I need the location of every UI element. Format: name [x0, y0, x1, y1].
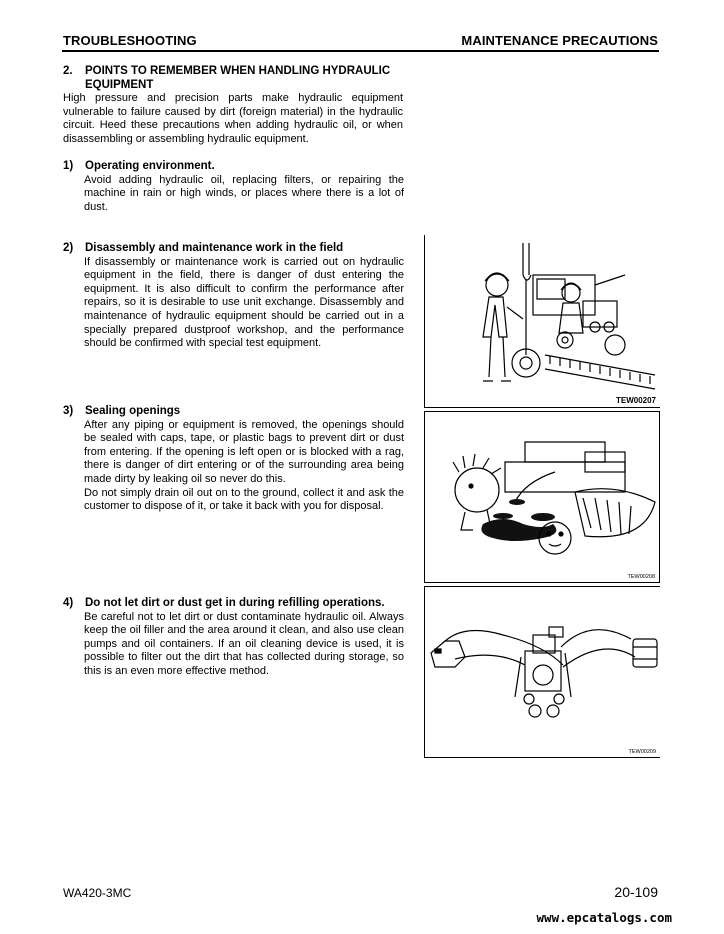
item-2-text: If disassembly or maintenance work is carried out on hydraulic equipment in the field, there is danger of dust entering the equipment. It is also difficult to confirm the performance after repairs, so it is desirable to use unit exchange. Disassembly and maintenance of hydraulic equipment should be carried out in a specially prepared dustproof workshop, and the performance should be confirmed with special test equipment.: [84, 255, 404, 350]
item-operating-environment: [63, 160, 404, 214]
running-header-right: MAINTENANCE PRECAUTIONS: [461, 33, 658, 48]
refilling-illustration: [425, 587, 661, 757]
item-1-title: Operating environment.: [85, 160, 215, 172]
item-disassembly: [63, 242, 404, 351]
item-4-text: Be careful not to let dirt or dust contaminate hydraulic oil. Always keep the oil filler and the area around it clean, and also use clean pumps and oil containers. If an oil cleaning device is used, it is possible to filter out the dirt that has collected during storage, so this is an even more effective method.: [84, 610, 404, 677]
item-2-number: 2): [63, 242, 74, 254]
item-1-text: Avoid adding hydraulic oil, replacing filters, or repairing the machine in rain or high winds, or places where there is a lot of dust.: [84, 173, 404, 213]
item-3-title: Sealing openings: [85, 405, 181, 417]
header-rule: [62, 50, 659, 52]
section-intro: High pressure and precision parts make hydraulic equipment vulnerable to failure caused by dirt (foreign material) in the hydraulic circuit. Heed these precautions when adding hydraulic oil, or when disassembling or assembling hydraulic equipment.: [63, 92, 403, 145]
figure-2-caption: TEW00208: [627, 574, 655, 580]
sealing-openings-illustration: [425, 412, 659, 582]
figure-sealing-openings: [424, 411, 660, 583]
item-1-number: 1): [63, 160, 74, 172]
section-title-line2: EQUIPMENT: [85, 78, 154, 91]
section-number: 2.: [63, 65, 73, 77]
footer-model: WA420-3MC: [63, 886, 132, 900]
item-3-number: 3): [63, 405, 74, 417]
figure-3-caption: TEW00209: [628, 749, 656, 755]
figure-1-caption: TEW00207: [615, 396, 656, 405]
field-maintenance-illustration: [425, 235, 661, 408]
item-3-text-2: Do not simply drain oil out on to the ground, collect it and ask the customer to dispose of it, or take it back with you for disposal.: [84, 486, 404, 513]
item-4-number: 4): [63, 597, 74, 609]
section-title-line1: POINTS TO REMEMBER WHEN HANDLING HYDRAULIC: [85, 65, 391, 77]
item-3-text-1: After any piping or equipment is removed, the openings should be sealed with caps, tape, or plastic bags to prevent dirt or dust from entering. If the opening is left open or is blocked with a rag, there is danger of dirt entering or of the surrounding area being made dirty by leaking oil so never do this.: [84, 418, 404, 485]
running-header-left: TROUBLESHOOTING: [63, 33, 197, 48]
item-sealing-openings: [63, 405, 404, 514]
item-2-title: Disassembly and maintenance work in the field: [85, 242, 344, 254]
footer-page-number: 20-109: [614, 884, 658, 900]
section-heading: [63, 65, 403, 147]
figure-field-maintenance: [424, 235, 660, 408]
item-refilling: [63, 597, 404, 679]
item-4-title: Do not let dirt or dust get in during refilling operations.: [85, 597, 385, 609]
figure-refilling: [424, 586, 660, 758]
watermark-url: www.epcatalogs.com: [536, 910, 672, 925]
